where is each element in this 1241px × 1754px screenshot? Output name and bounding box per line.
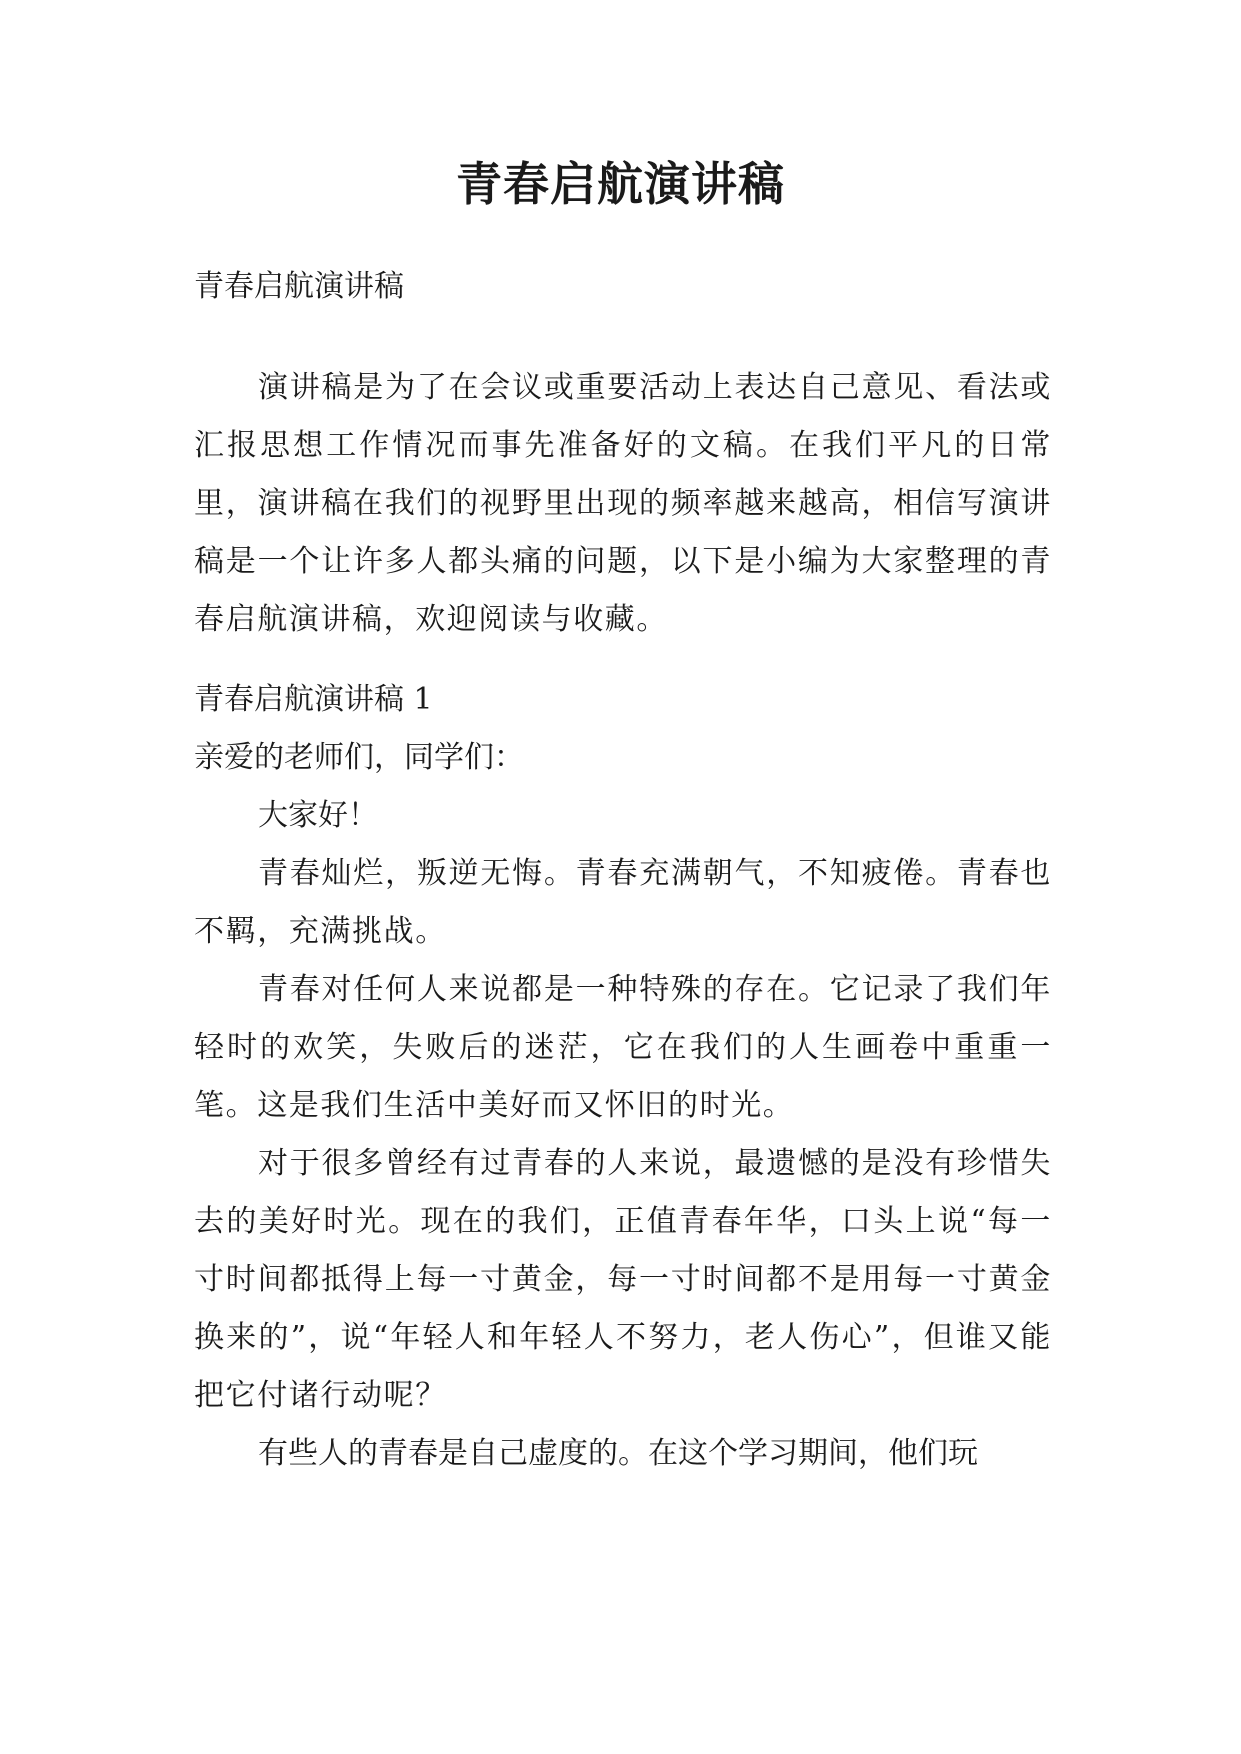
body-paragraph: 有些人的青春是自己虚度的。在这个学习期间，他们玩 [258, 1436, 978, 1471]
document-subtitle: 青春启航演讲稿 [194, 269, 404, 304]
section-1 [194, 671, 1052, 1483]
body-paragraph: 对于很多曾经有过青春的人来说，最遗憾的是没有珍惜失去的美好时光。现在的我们，正值青春年华，口头上说“每一寸时间都抵得上每一寸黄金，每一寸时间都不是用每一寸黄金换来的”，说“年轻人和年轻人不努力，老人伤心”，但谁又能把它付诸行动呢？ [194, 1146, 1052, 1413]
section-heading: 青春启航演讲稿 1 [194, 682, 433, 717]
document-title: 青春启航演讲稿 [456, 157, 785, 211]
body-paragraph: 青春灿烂，叛逆无悔。青春充满朝气，不知疲倦。青春也不羁，充满挑战。 [194, 856, 1052, 949]
greeting: 大家好！ [258, 798, 378, 833]
salutation: 亲爱的老师们，同学们： [194, 740, 524, 775]
body-paragraph: 青春对任何人来说都是一种特殊的存在。它记录了我们年轻时的欢笑，失败后的迷茫，它在我们的人生画卷中重重一笔。这是我们生活中美好而又怀旧的时光。 [194, 972, 1052, 1123]
document-subtitle-block [194, 258, 1052, 316]
intro-paragraph: 演讲稿是为了在会议或重要活动上表达自己意见、看法或汇报思想工作情况而事先准备好的文稿。在我们平凡的日常里，演讲稿在我们的视野里出现的频率越来越高，相信写演讲稿是一个让许多人都头痛的问题，以下是小编为大家整理的青春启航演讲稿，欢迎阅读与收藏。 [194, 370, 1052, 637]
intro-block [194, 359, 1052, 649]
